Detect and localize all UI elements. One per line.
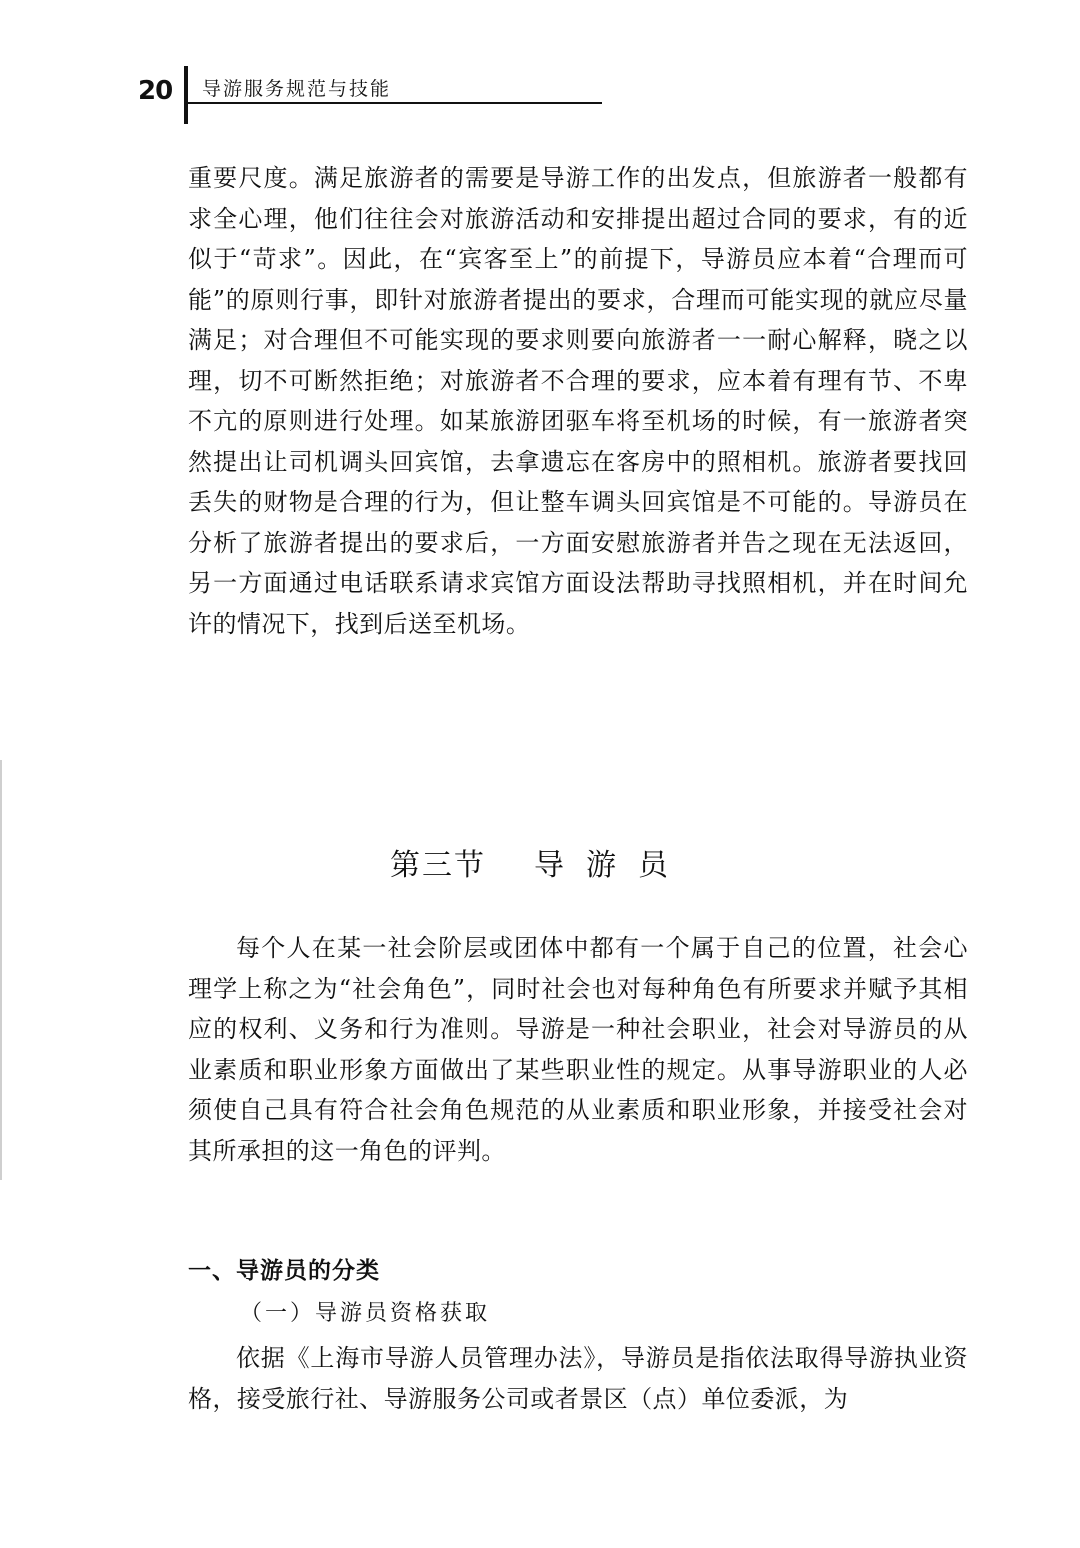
running-header bbox=[132, 66, 602, 126]
subheading-qualification: （一）导游员资格获取 bbox=[240, 1301, 491, 1326]
body-paragraph-2: 每个人在某一社会阶层或团体中都有一个属于自己的位置，社会心理学上称之为“社会角色”，同时社会也对每种角色有所要求并赋予其相应的权利、义务和行为准则。导游是一种社会职业，社会对导游员的从业素质和职业形象方面做出了某些职业性的规定。从事导游职业的人必须使自己具有符合社会角色规范的从业素质和职业形象，并接受社会对其所承担的这一角色的评判。 bbox=[188, 934, 968, 1165]
section-heading-number: 第三节 bbox=[390, 848, 486, 883]
header-horizontal-rule bbox=[184, 102, 602, 104]
header-vertical-rule bbox=[184, 66, 188, 124]
subheading-classification: 一、导游员的分类 bbox=[188, 1258, 380, 1284]
running-title: 导游服务规范与技能 bbox=[202, 78, 392, 100]
body-paragraph-1: 重要尺度。满足旅游者的需要是导游工作的出发点，但旅游者一般都有求全心理，他们往往会对旅游活动和安排提出超过合同的要求，有的近似于“苛求”。因此，在“宾客至上”的前提下，导游员应本着“合理而可能”的原则行事，即针对旅游者提出的要求，合理而可能实现的就应尽量满足；对合理但不可能实现的要求则要向旅游者一一耐心解释，晓之以理，切不可断然拒绝；对旅游者不合理的要求，应本着有理有节、不卑不亢的原则进行处理。如某旅游团驱车将至机场的时候，有一旅游者突然提出让司机调头回宾馆，去拿遗忘在客房中的照相机。旅游者要找回丢失的财物是合理的行为，但让整车调头回宾馆是不可能的。导游员在分析了旅游者提出的要求后，一方面安慰旅游者并告之现在无法返回，另一方面通过电话联系请求宾馆方面设法帮助寻找照相机，并在时间允许的情况下，找到后送至机场。 bbox=[188, 164, 968, 638]
scan-margin-line bbox=[0, 760, 2, 1180]
section-heading bbox=[0, 840, 1080, 884]
body-paragraph-3: 依据《上海市导游人员管理办法》，导游员是指依法取得导游执业资格，接受旅行社、导游服务公司或者景区（点）单位委派，为 bbox=[188, 1344, 968, 1413]
page-number: 20 bbox=[138, 76, 173, 106]
section-heading-title: 导游员 bbox=[534, 848, 690, 883]
